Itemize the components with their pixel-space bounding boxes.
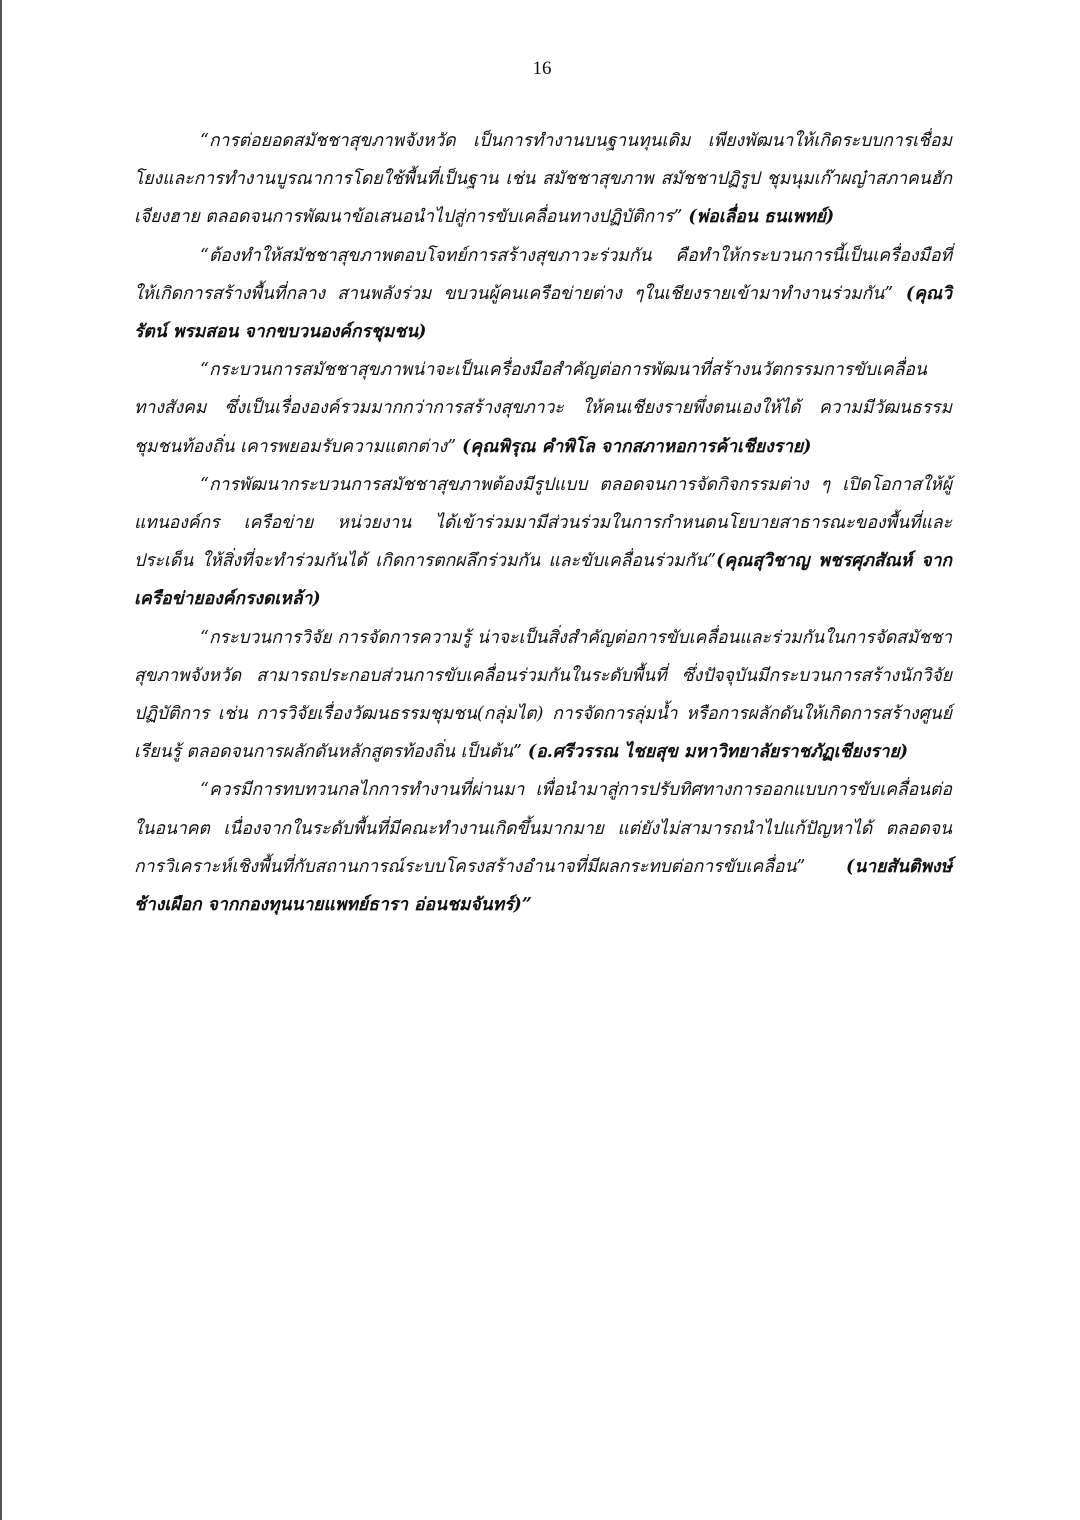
quote-attribution: (คุณวิรัตน์ พรมสอน จากขบวนองค์กรชุมชน) [134,283,952,343]
quote-text: “กระบวนการสมัชชาสุขภาพน่าจะเป็นเครื่องมือสำคัญต่อการพัฒนาที่สร้างนวัตกรรมการขับเคลื่อนทางสังคม ซึ่งเป็นเรื่ององค์รวมมากกว่าการสร้างสุขภาวะ ให้คนเชียงรายพึ่งตนเองให้ได้ ความมีวัฒนธรรมชุมชนท้องถิ่น เคารพยอมรับความแตกต่าง” [134,360,952,457]
page-number: 16 [532,58,552,79]
quote-paragraph [134,351,952,466]
quote-text: “ต้องทำให้สมัชชาสุขภาพตอบโจทย์การสร้างสุขภาวะร่วมกัน คือทำให้กระบวนการนี้เป็นเครื่องมือที่ให้เกิดการสร้างพื้นที่กลาง สานพลังร่วม ขบวนผู้คนเครือข่ายต่าง ๆในเชียงรายเข้ามาทำงานร่วมกัน” [134,245,952,304]
quotes-body [134,122,952,924]
quote-text: “ควรมีการทบทวนกลไกการทำงานที่ผ่านมา เพื่อนำมาสู่การปรับทิศทางการออกแบบการขับเคลื่อนต่อในอนาคต เนื่องจากในระดับพื้นที่มีคณะทำงานเกิดขึ้นมากมาย แต่ยังไม่สามารถนำไปแก้ปัญหาได้ ตลอดจนการวิเคราะห์เชิงพื้นที่กับสถานการณ์ระบบโครงสร้างอำนาจที่มีผลกระทบต่อการขับเคลื่อน” [134,780,952,877]
quote-attribution: (คุณสุวิชาญ พชรศุภสัณห์ จากเครือข่ายองค์กรงดเหล้า) [134,551,952,610]
quote-paragraph [134,466,952,619]
quote-text: “การต่อยอดสมัชชาสุขภาพจังหวัด เป็นการทำงานบนฐานทุนเดิม เพียงพัฒนาให้เกิดระบบการเชื่อมโยงและการทำงานบูรณาการโดยใช้พื้นที่เป็นฐาน เช่น สมัชชาสุขภาพ สมัชชาปฏิรูป ชุมนุมเก๊าผญ๋าสภาคนฮักเจียงฮาย ตลอดจนการพัฒนาข้อเสนอนำไปสู่การขับเคลื่อนทางปฏิบัติการ” [134,131,952,228]
quote-attribution: (คุณพิรุณ คำพิโล จากสภาหอการค้าเชียงราย) [456,436,812,457]
quote-attribution: (พ่อเลื่อน ธนเพทย์) [682,207,835,228]
quote-paragraph [134,771,952,924]
quote-attribution: (นายสันติพงษ์ ช้างเผือก จากกองทุนนายแพทย์ธารา อ่อนชมจันทร์)” [134,856,952,916]
quote-paragraph [134,237,952,352]
quote-paragraph [134,122,952,237]
quote-paragraph [134,619,952,772]
quote-text: “การพัฒนากระบวนการสมัชชาสุขภาพต้องมีรูปแบบ ตลอดจนการจัดกิจกรรมต่าง ๆ เปิดโอกาสให้ผู้แทนองค์กร เครือข่าย หน่วยงาน ได้เข้าร่วมมามีส่วนร่วมในการกำหนดนโยบายสาธารณะของพื้นที่และประเด็น ให้สิ่งที่จะทำร่วมกันได้ เกิดการตกผลึกร่วมกัน และขับเคลื่อนร่วมกัน” [134,474,952,572]
quote-text: “กระบวนการวิจัย การจัดการความรู้ น่าจะเป็นสิ่งสำคัญต่อการขับเคลื่อนและร่วมกันในการจัดสมัชชาสุขภาพจังหวัด สามารถประกอบส่วนการขับเคลื่อนร่วมกันในระดับพื้นที่ ซึ่งปัจจุบันมีกระบวนการสร้างนักวิจัยปฏิบัติการ เช่น การวิจัยเรื่องวัฒนธรรมชุมชน(กลุ่มไต) การจัดการลุ่มน้ำ หรือการผลักดันให้เกิดการสร้างศูนย์เรียนรู้ ตลอดจนการผลักดันหลักสูตรท้องถิ่น เป็นต้น” [134,627,952,763]
quote-attribution: (อ.ศรีวรรณ ไชยสุข มหาวิทยาลัยราชภัฏเชียงราย) [521,742,909,763]
